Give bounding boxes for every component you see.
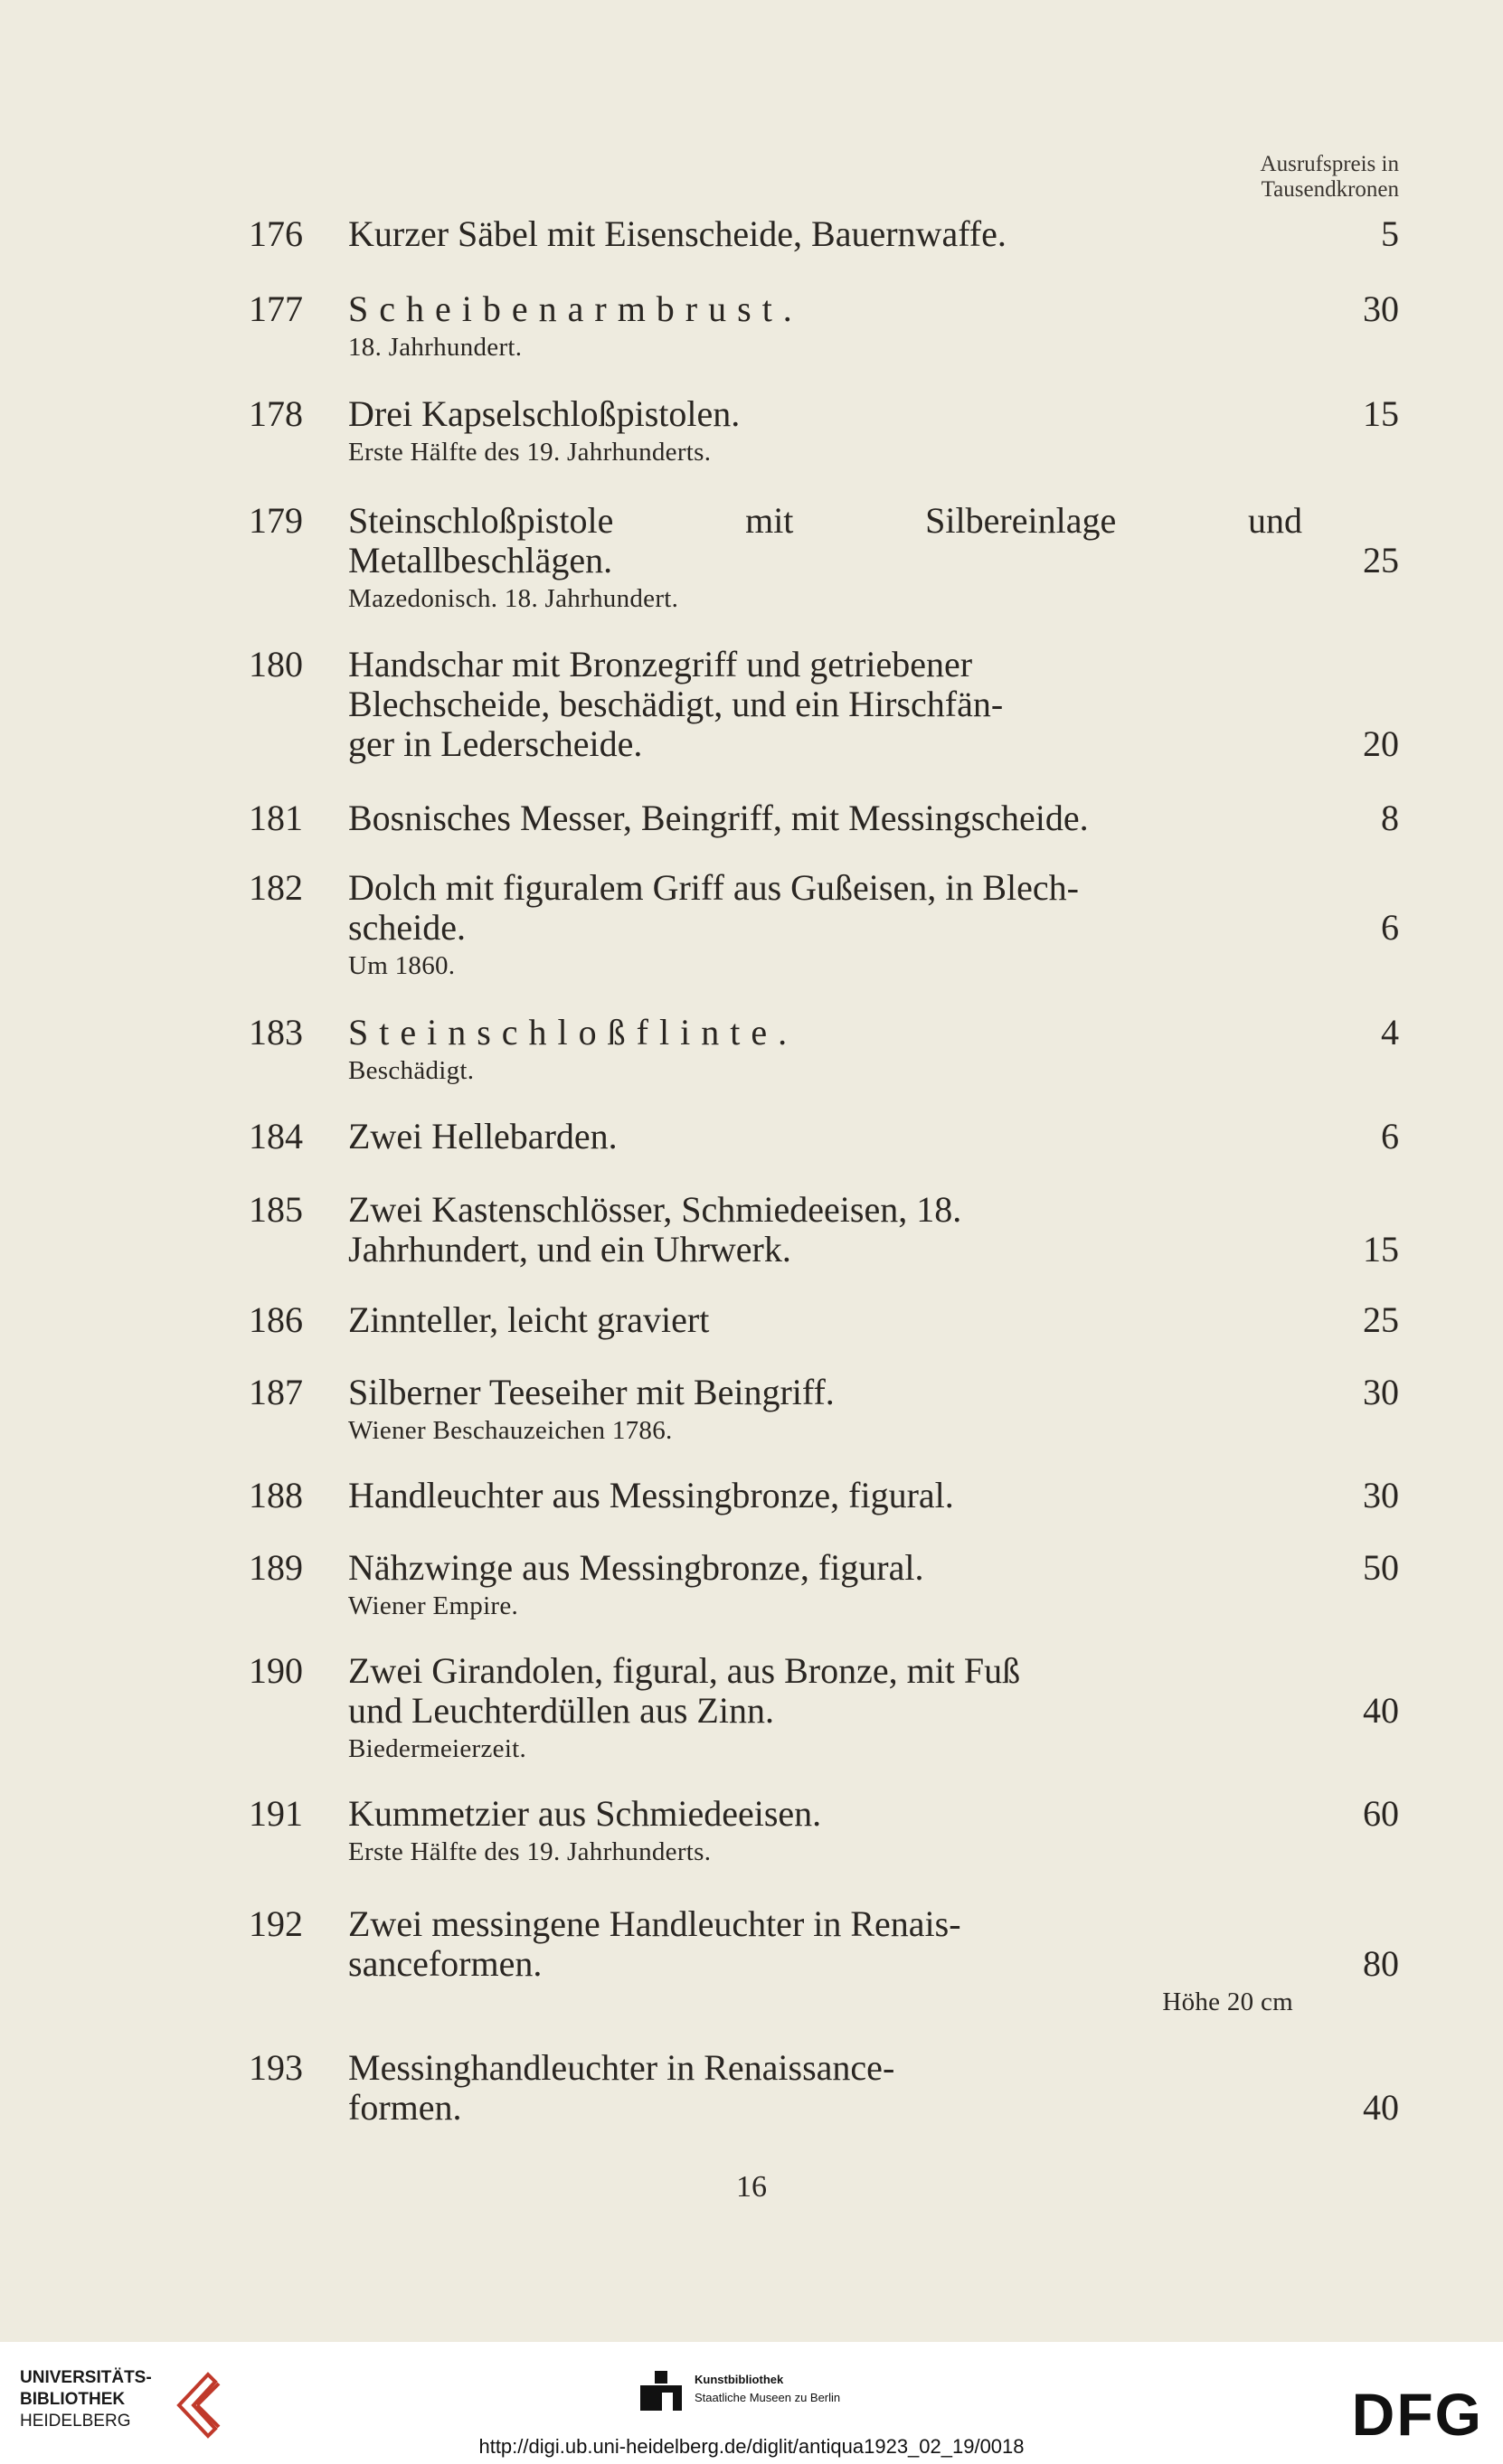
entry-title: Handleuchter aus Messingbronze, figural. <box>348 1475 954 1515</box>
entry-number: 191 <box>249 1793 303 1834</box>
entry-number: 187 <box>249 1372 303 1412</box>
kunstbibliothek-logo[interactable] <box>638 2369 874 2423</box>
entry-number: 180 <box>249 644 303 684</box>
entry-line-2: Metallbeschlägen. <box>348 540 613 581</box>
entry-note: Wiener Beschauzeichen 1786. <box>348 1416 673 1445</box>
entry-title: Scheibenarmbrust. <box>348 288 803 329</box>
entry-note: Erste Hälfte des 19. Jahrhunderts. <box>348 438 712 467</box>
entry-price: 40 <box>1363 1690 1399 1731</box>
entry-price: 40 <box>1363 2087 1399 2128</box>
entry-note: Biedermeierzeit. <box>348 1734 527 1763</box>
entry-line-2: Jahrhundert, und ein Uhrwerk. <box>348 1229 791 1270</box>
uni-logo-line2: BIBLIOTHEK <box>20 2390 126 2409</box>
entry-title: Zwei Hellebarden. <box>348 1116 618 1156</box>
entry-price: 60 <box>1363 1793 1399 1834</box>
entry-line-2: Blechscheide, beschädigt, und ein Hirschfän- <box>348 684 1004 724</box>
uni-logo-line3: HEIDELBERG <box>20 2412 131 2431</box>
price-header-line1: Ausrufspreis in <box>1260 152 1399 176</box>
entry-number: 181 <box>249 798 303 838</box>
entry-title: Kurzer Säbel mit Eisenscheide, Bauernwaffe. <box>348 213 1007 254</box>
entry-line-1: Steinschloßpistole mit Silbereinlage und <box>348 500 1302 541</box>
entry-line-2: und Leuchterdüllen aus Zinn. <box>348 1690 774 1731</box>
entry-number: 185 <box>249 1189 303 1230</box>
price-header-line2: Tausendkronen <box>1261 177 1399 202</box>
entry-number: 188 <box>249 1475 303 1515</box>
entry-note: Um 1860. <box>348 951 456 980</box>
price-column-header <box>1261 152 1399 203</box>
dfg-logo[interactable]: DFG <box>1351 2381 1483 2448</box>
entry-line-3: ger in Lederscheide. <box>348 723 643 764</box>
source-url-link[interactable]: http://digi.ub.uni-heidelberg.de/diglit/antiqua1923_02_19/0018 <box>478 2435 1025 2458</box>
digitization-footer <box>0 2342 1503 2464</box>
page-number: 16 <box>736 2170 767 2204</box>
entry-note: 18. Jahrhundert. <box>348 333 523 362</box>
entry-number: 183 <box>249 1012 303 1053</box>
entry-line-1: Zwei Kastenschlösser, Schmiedeeisen, 18. <box>348 1189 962 1230</box>
entry-price: 30 <box>1363 1372 1399 1412</box>
heidelberg-university-library-logo[interactable] <box>20 2367 228 2440</box>
entry-title: Steinschloßflinte. <box>348 1012 799 1053</box>
heidelberg-mark-icon <box>174 2369 228 2440</box>
entry-price: 6 <box>1381 1116 1399 1156</box>
entry-price: 6 <box>1381 907 1399 948</box>
entry-line-1: Handschar mit Bronzegriff und getriebener <box>348 644 973 684</box>
entry-number: 179 <box>249 500 303 541</box>
entry-title: Drei Kapselschloßpistolen. <box>348 393 741 434</box>
entry-line-1: Messinghandleuchter in Renaissance- <box>348 2047 895 2088</box>
entry-number: 184 <box>249 1116 303 1156</box>
entry-line-1: Zwei Girandolen, figural, aus Bronze, mit Fuß <box>348 1650 1021 1691</box>
entry-note: Mazedonisch. 18. Jahrhundert. <box>348 584 679 613</box>
entry-line-1: Zwei messingene Handleuchter in Renais- <box>348 1903 961 1944</box>
kb-logo-line1: Kunstbibliothek <box>695 2373 784 2386</box>
entry-price: 80 <box>1363 1943 1399 1984</box>
entry-note: Erste Hälfte des 19. Jahrhunderts. <box>348 1837 712 1866</box>
entry-price: 30 <box>1363 1475 1399 1515</box>
entry-line-2: scheide. <box>348 907 466 948</box>
entry-price: 30 <box>1363 288 1399 329</box>
entry-price: 8 <box>1381 798 1399 838</box>
entry-line-2: formen. <box>348 2087 462 2128</box>
entry-number: 176 <box>249 213 303 254</box>
entry-number: 178 <box>249 393 303 434</box>
uni-logo-line1: UNIVERSITÄTS- <box>20 2368 152 2387</box>
entry-line-2: sanceformen. <box>348 1943 543 1984</box>
entry-title: Nähzwinge aus Messingbronze, figural. <box>348 1547 924 1588</box>
entry-number: 190 <box>249 1650 303 1691</box>
entry-price: 20 <box>1363 723 1399 764</box>
entry-note: Wiener Empire. <box>348 1591 519 1620</box>
entry-title: Kummetzier aus Schmiedeeisen. <box>348 1793 822 1834</box>
entry-price: 4 <box>1381 1012 1399 1053</box>
entry-number: 189 <box>249 1547 303 1588</box>
entry-price: 25 <box>1363 1299 1399 1340</box>
entry-number: 192 <box>249 1903 303 1944</box>
entry-number: 182 <box>249 867 303 908</box>
entry-number: 193 <box>249 2047 303 2088</box>
entry-title: Bosnisches Messer, Beingriff, mit Messingscheide. <box>348 798 1089 838</box>
entry-title: Silberner Teeseiher mit Beingriff. <box>348 1372 835 1412</box>
entry-note: Beschädigt. <box>348 1056 475 1085</box>
entry-note: Höhe 20 cm <box>1162 1987 1293 2016</box>
kb-logo-line2: Staatliche Museen zu Berlin <box>695 2391 841 2404</box>
entry-line-1: Dolch mit figuralem Griff aus Gußeisen, in Blech- <box>348 867 1079 908</box>
entry-price: 25 <box>1363 540 1399 581</box>
entry-price: 50 <box>1363 1547 1399 1588</box>
entry-price: 15 <box>1363 393 1399 434</box>
entry-number: 177 <box>249 288 303 329</box>
entry-number: 186 <box>249 1299 303 1340</box>
entry-price: 15 <box>1363 1229 1399 1270</box>
entry-title: Zinnteller, leicht graviert <box>348 1299 710 1340</box>
entry-price: 5 <box>1381 213 1399 254</box>
kunstbibliothek-mark-icon <box>638 2369 682 2412</box>
